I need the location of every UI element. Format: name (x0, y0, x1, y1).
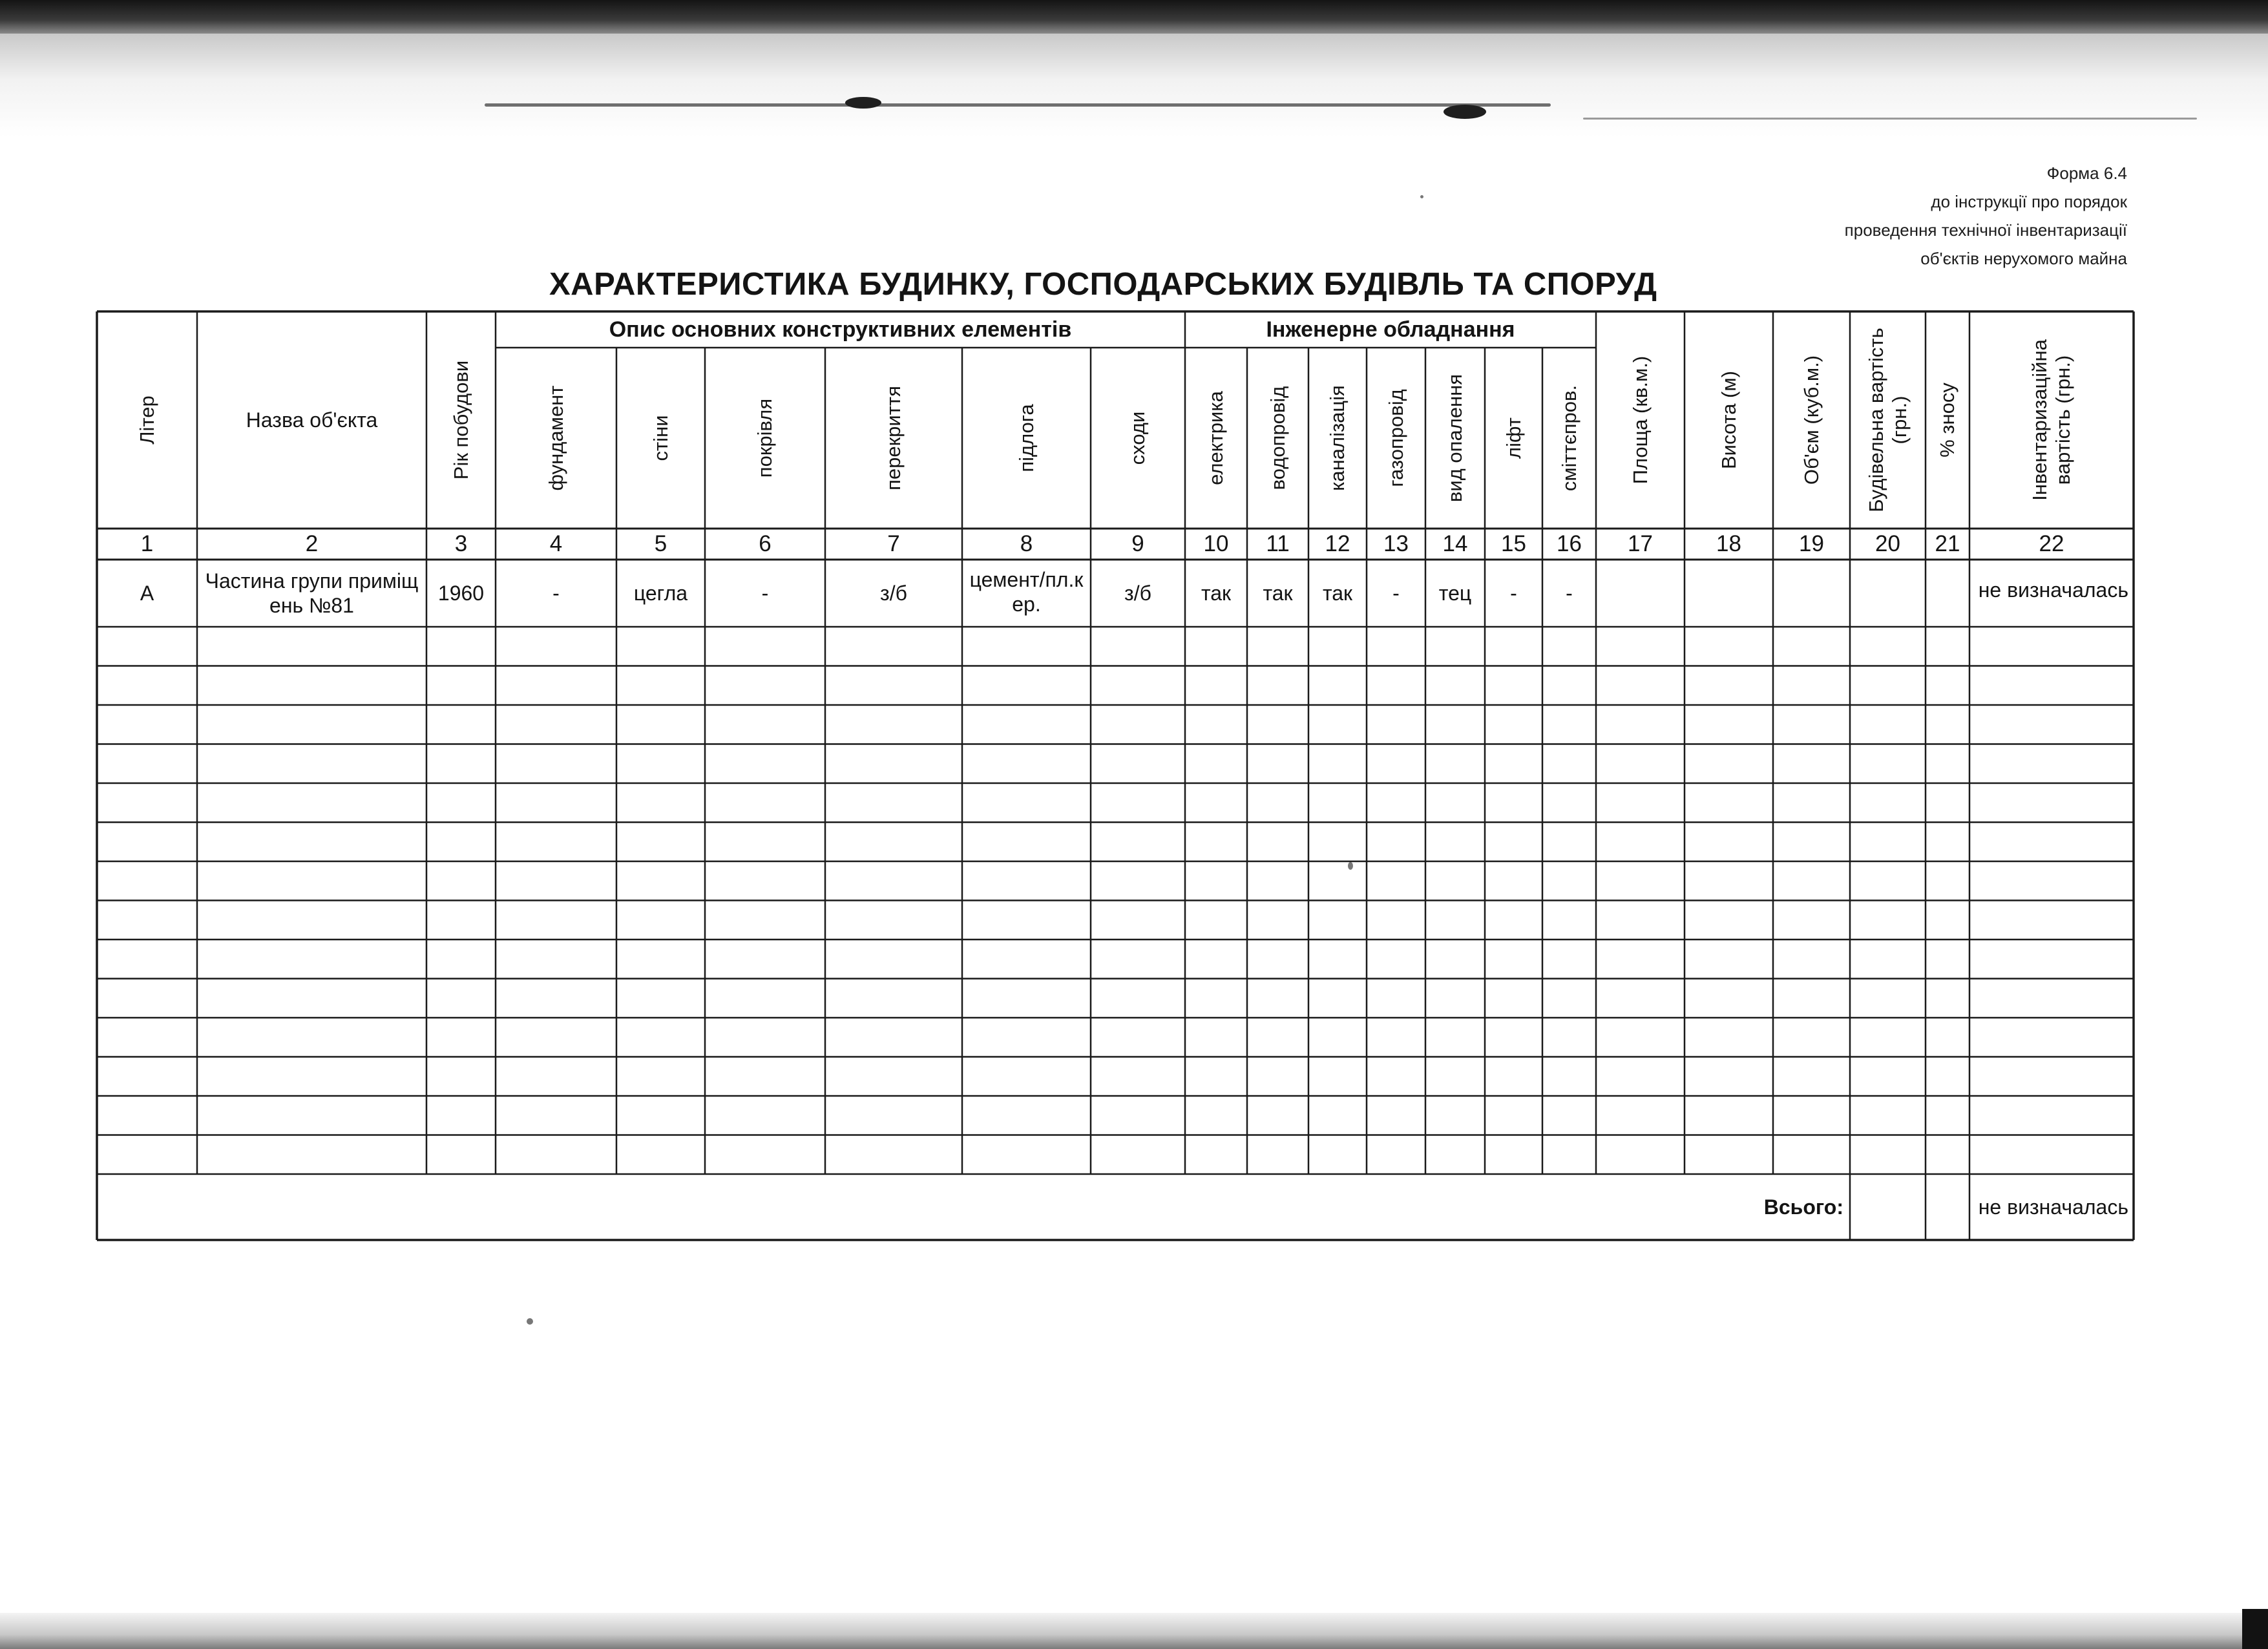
column-number: 13 (1383, 531, 1409, 556)
scan-edge-bottom (0, 1613, 2268, 1649)
column-header-garbage-chute-text: сміттєпров. (1557, 384, 1580, 492)
column-number: 2 (305, 531, 319, 556)
table-cell: Частина групи приміщень №81 (205, 569, 419, 617)
table-cell: з/б (880, 582, 907, 605)
column-header-year-built-text: Рік побудови (449, 360, 472, 480)
column-header-elevator (1485, 348, 1542, 529)
table-cell: так (1263, 582, 1293, 605)
group-header-engineering: Інженерне обладнання (1266, 317, 1515, 342)
column-number: 6 (759, 531, 772, 556)
form-number: Форма 6.4 (2046, 163, 2127, 183)
column-header-inventory-value (1969, 311, 2134, 529)
column-header-heating-type (1425, 348, 1485, 529)
column-number: 8 (1020, 531, 1033, 556)
scan-blob (845, 97, 881, 109)
column-header-roof (705, 348, 825, 529)
column-header-wear-percent (1926, 311, 1969, 529)
total-wear (1926, 1174, 1969, 1240)
table-cell: - (552, 582, 560, 605)
table-cell: 1960 (437, 582, 485, 605)
table-cell: цегла (633, 582, 688, 605)
column-number: 9 (1131, 531, 1144, 556)
column-number: 3 (454, 531, 468, 556)
column-number: 19 (1799, 531, 1824, 556)
column-header-stairs (1091, 348, 1185, 529)
document-title: ХАРАКТЕРИСТИКА БУДИНКУ, ГОСПОДАРСЬКИХ БУДІВЛЬ ТА СПОРУД (549, 267, 1657, 302)
table-cell: з/б (1124, 582, 1151, 605)
column-number: 20 (1875, 531, 1900, 556)
column-number: 18 (1716, 531, 1741, 556)
table-cell: так (1201, 582, 1232, 605)
column-header-building-cost-text: Будівельна вартість (грн.) (1864, 328, 1911, 512)
column-header-water-supply-text: водопровід (1266, 386, 1289, 490)
table-cell: - (1510, 582, 1517, 605)
column-header-year-built (426, 311, 496, 529)
column-header-volume-text: Об'єм (куб.м.) (1800, 355, 1823, 485)
column-header-sewerage (1308, 348, 1367, 529)
column-header-stairs-text: сходи (1126, 411, 1149, 465)
column-header-inventory-value-text: Інвентаризаційна вартість (грн.) (2028, 339, 2074, 501)
table-cell: - (1392, 582, 1400, 605)
column-header-electricity (1185, 348, 1247, 529)
table-cell: так (1322, 582, 1353, 605)
column-header-roof-text: покрівля (753, 398, 776, 478)
table-cell: не визначалась (1978, 578, 2128, 602)
column-header-area-text: Площа (кв.м.) (1628, 355, 1652, 485)
table-cell: цемент/пл.кер. (969, 568, 1084, 616)
column-number: 4 (549, 531, 563, 556)
form-reference-line: до інструкції про порядок (1931, 192, 2127, 211)
scan-edge-top (0, 0, 2268, 34)
table-cell: А (140, 582, 154, 605)
scan-shadow-top (0, 34, 2268, 137)
column-header-walls-text: стіни (649, 415, 672, 461)
column-number: 21 (1935, 531, 1960, 556)
form-reference (1845, 159, 2127, 273)
column-number: 1 (140, 531, 154, 556)
form-reference-line: проведення технічної інвентаризації (1844, 220, 2127, 240)
column-header-elevator-text: ліфт (1502, 417, 1525, 459)
total-building-cost (1850, 1174, 1926, 1240)
column-header-ceilings-text: перекриття (882, 386, 905, 490)
group-header-structural: Опис основних конструктивних елементів (609, 317, 1072, 342)
column-number: 10 (1203, 531, 1229, 556)
table-cell: тец (1438, 582, 1472, 605)
column-number: 12 (1325, 531, 1350, 556)
column-header-heating-type-text: вид опалення (1444, 373, 1466, 503)
column-header-building-cost (1850, 311, 1926, 529)
form-reference-line: об'єктів нерухомого майна (1920, 249, 2127, 268)
table-cell: - (1566, 582, 1573, 605)
characteristics-table (97, 311, 2134, 1240)
column-number: 5 (654, 531, 667, 556)
column-header-volume (1773, 311, 1850, 529)
column-number: 15 (1501, 531, 1526, 556)
scan-speck (1420, 195, 1423, 198)
column-header-wear-percent-text: % зносу (1936, 383, 1958, 457)
column-header-area (1596, 311, 1685, 529)
column-header-foundation-text: фундамент (544, 385, 567, 491)
column-header-gas-pipeline (1367, 348, 1425, 529)
column-header-foundation (496, 348, 616, 529)
column-number: 22 (2039, 531, 2064, 556)
column-header-liter-text: Літер (135, 395, 158, 445)
column-number: 14 (1442, 531, 1468, 556)
column-number: 7 (887, 531, 900, 556)
column-header-object-name: Назва об'єкта (246, 408, 378, 432)
total-label: Всього: (1763, 1195, 1843, 1219)
column-number: 17 (1628, 531, 1653, 556)
column-header-sewerage-text: каналізація (1326, 385, 1349, 491)
column-header-water-supply (1247, 348, 1308, 529)
scan-streak (1583, 118, 2197, 120)
scan-streak (485, 103, 1551, 107)
column-header-height (1685, 311, 1773, 529)
column-header-garbage-chute (1542, 348, 1596, 529)
column-header-walls (616, 348, 705, 529)
column-number: 16 (1557, 531, 1582, 556)
column-header-height-text: Висота (м) (1717, 370, 1740, 470)
column-header-gas-pipeline-text: газопровід (1384, 389, 1407, 487)
column-header-liter (97, 311, 197, 529)
scan-corner (2242, 1609, 2268, 1649)
column-header-ceilings (825, 348, 962, 529)
scan-speck (527, 1318, 533, 1325)
total-inventory-value: не визначалась (1978, 1195, 2128, 1219)
table-cell: - (761, 582, 769, 605)
column-header-electricity-text: електрика (1204, 391, 1227, 485)
column-number: 11 (1266, 531, 1290, 556)
column-header-floor-text: підлога (1014, 404, 1038, 472)
column-header-floor (962, 348, 1091, 529)
scan-blob (1444, 105, 1486, 119)
